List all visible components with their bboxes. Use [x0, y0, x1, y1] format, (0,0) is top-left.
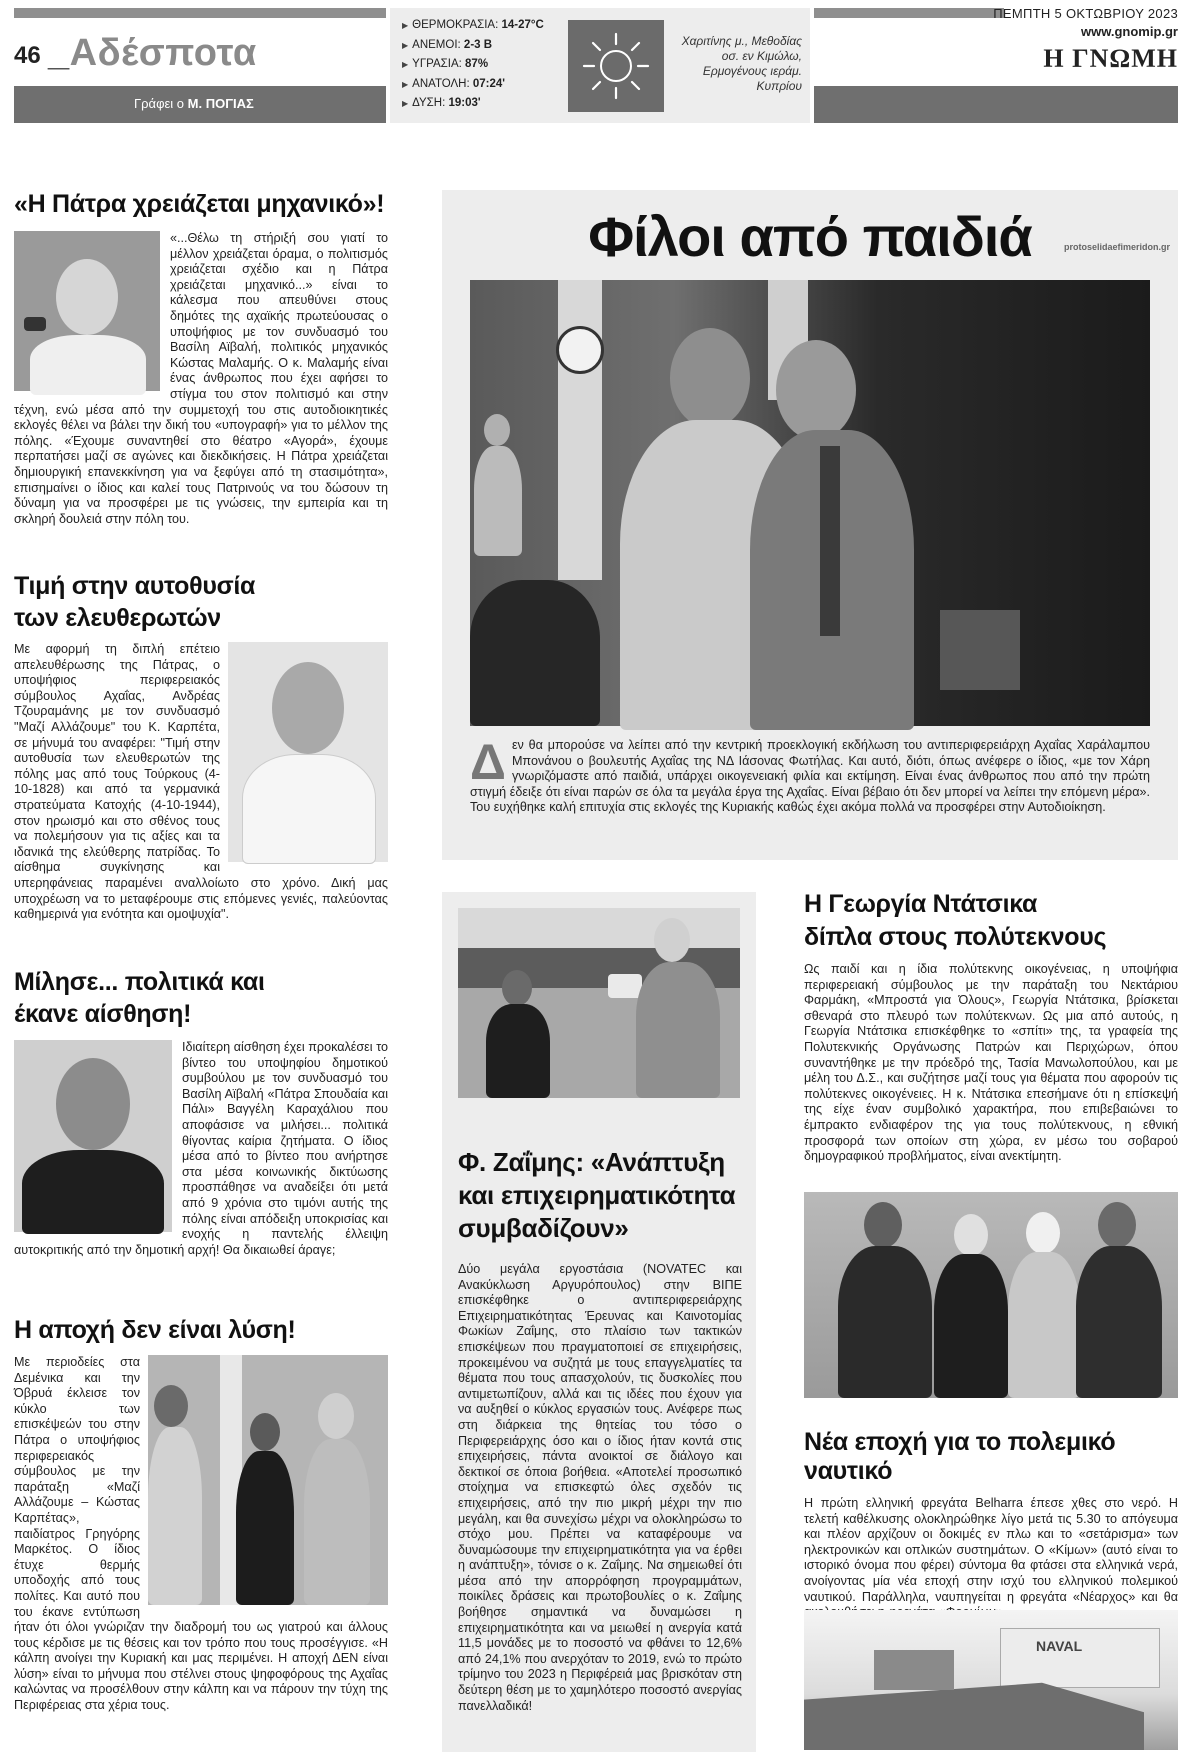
sun-icon [568, 20, 664, 112]
page-header [14, 8, 1178, 123]
person-body [934, 1254, 1008, 1398]
feature-photo [470, 280, 1150, 726]
article-spoke-politically [14, 966, 388, 1258]
weather-label: ΑΝΕΜΟΙ: [412, 38, 461, 51]
weather-value: 14-27°C [501, 19, 544, 31]
triangle-bullet-icon: ▶ [402, 40, 409, 50]
article-body: Με αφορμή τη διπλή επέτειο απελευθέρωσης της Πάτρας, ο υποψήφιος περιφερειακός σύμβουλος Αχαΐας, Ανδρέας Τζουραμάνης με τον συνδυασμό "Μαζί Αλλάζουμε" του Κ. Καρπέτα, σε μήνυμά του αναφέρει: "Τιμή στην αυτοθυσία των ελευθερωτών της πόλης μας από τους Τούρκους (4-10-1828) και από τα γερμανικά στρατεύματα Κατοχής (4-10-1944), στον ηρωισμό και στο σθένος τους να πολεμήσουν για τις αξίες και τα ιδανικά της ελεύθερης πατρίδας. Το αίσθημα συγκίνησης και υπερηφάνειας παραμένει αναλλοίωτο στο χρόνο. Δική μας υποχρέωση να το μεταφέρουμε στις επόμενες γενιές, παλεύοντας καθημερινά για ενότητα και ομοψυχία". [14, 642, 388, 922]
portrait-photo [14, 231, 160, 391]
article-headline [14, 966, 388, 1030]
person-body [474, 446, 522, 556]
article-zaimis [442, 892, 756, 1752]
section-title: _Αδέσποτα [48, 32, 257, 74]
person-head [484, 414, 510, 446]
person-head [56, 1058, 130, 1150]
section-title-text: Αδέσποτα [69, 32, 257, 74]
person-head [502, 970, 532, 1006]
group-photo [804, 1192, 1178, 1398]
headline-line: των ελευθερωτών [14, 604, 221, 632]
microphone-icon [24, 317, 46, 331]
person-body [636, 962, 720, 1098]
person-head [864, 1202, 902, 1248]
person-head [318, 1393, 354, 1439]
article-tribute [14, 570, 388, 923]
person-head [272, 662, 344, 754]
article-headline [804, 888, 1178, 954]
factory-visit-photo [458, 908, 740, 1098]
weather-icon-box [568, 20, 664, 112]
headline-line: έκανε αίσθηση! [14, 1000, 192, 1028]
weather-value: 19:03' [448, 97, 481, 109]
weather-item [402, 55, 544, 75]
page-number: 46 [14, 42, 41, 69]
article-body: Ως παιδί και η ίδια πολύτεκνης οικογένειας, η υποψήφια περιφερειακή σύμβουλος με την παράταξη του Νεκτάριου Φαρμάκη, «Μπροστά για Όλους», Γεωργία Ντάτσικα, βρίσκεται σθεναρά στο πλευρό των πολύτεκνων. Ως μια από αυτούς, η Γεωργία Ντάτσικα επισκέφθηκε το «σπίτι» της, τα γραφεία της Πολυτεκνικής Οργάνωσης Πατρών και Περιχώρων, όπου συναντήθηκε με την πρόεδρό της, Τασία Μανωλοπούλου, και με μέλη του Δ.Σ., και συζήτησε μαζί τους για θέματα που αφορούν τις πολύτεκνες οικογένειες. Η κ. Ντάτσικα επεσήμανε ότι η επίσκεψή της είχε έναν συμβολικό χαρακτήρα, που επιβεβαιώνει το έμπρακτο ενδιαφέρον της για τους πολύτεκνους, η εθνική προσφορά των οποίων στη χώρα, εν μέσω του σοβαρού δημογραφικού προβλήματος, είναι ανεκτίμητη. [804, 962, 1178, 1164]
person-body [30, 335, 146, 395]
seated-audience [470, 580, 600, 726]
article-headline: «Η Πάτρα χρειάζεται μηχανικό»! [14, 190, 385, 218]
weather-list [402, 16, 544, 114]
article-body: Ιδιαίτερη αίσθηση έχει προκαλέσει το βίντεο του υποψηφίου δημοτικού συμβούλου με τον συνδυασμό του Βασίλη Αϊβαλή «Πάτρα Σπουδαία και Πάλι» Βαγγέλη Καραχάλιου που αποφάσισε να μιλήσει... πολιτικά θίγοντας καίρια ζητήματα. Ο ίδιος μέσα από το βίντεο που ανήρτησε στα μέσα κοινωνικής δικτύωσης προσπάθησε να αναδείξει ότι μετά από 9 χρόνια στο τιμόνι αυτής της πόλης είναι απόδειξη υποκρισίας και ενοχής η παντελής έλλειψη αυτοκριτικής από την δημοτική αρχή! Θα δικαιωθεί άραγε; [14, 1040, 388, 1257]
wall-panel [940, 610, 1020, 690]
person-body [304, 1439, 370, 1605]
shipyard-building [1000, 1628, 1160, 1688]
section-banner [14, 8, 386, 123]
person-head [776, 340, 856, 440]
article-headline: Νέα εποχή για το πολεμικό ναυτικό [804, 1428, 1116, 1485]
person-head [954, 1214, 988, 1256]
weather-item [402, 16, 544, 36]
weather-item [402, 75, 544, 95]
car [608, 974, 642, 998]
editor-prefix: Γράφει ο [134, 96, 185, 111]
article-headline [14, 570, 388, 634]
group-photo [148, 1355, 388, 1605]
photo-credit: protoselidaefimeridon.gr [1063, 242, 1170, 252]
weather-item [402, 36, 544, 56]
drop-cap: Δ [470, 734, 506, 790]
article-body: «...Θέλω τη στήριξή σου γιατί το μέλλον χρειάζεται όραμα, ο πολιτισμός χρειάζεται σχέδιο και η Πάτρα χρειάζεται μηχανικό...» είναι το κάλεσμα που απευθύνει στους δημότες της αχαϊκής πρωτεύουσας ο υποψήφιος με τον συνδυασμό του Βασίλη Αϊβαλή, πολιτικός μηχανικός Κώστας Μαλαμής. Ο κ. Μαλαμής είναι ένας άνθρωπος που έχει αφήσει το στίγμα του στον πολιτισμό και στην τέχνη, ενώ μέσα από την συμμετοχή του στις αυτοδιοικητικές εκλογές θέλει να βάλει την δική του «υπογραφή» για το μέλλον της πόλης. «Έχουμε συναντηθεί στο θέατρο «Αγορά», έχουμε περπατήσει μαζί σε αγώνες και διεκδικήσεις. Η Πάτρα χρειάζεται δημιουργική επανεκκίνηση για να ξεφύγει από τη στασιμότητα», επισημαίνει ο ίδιος και καλεί τους Πατρινούς να του δώσουν τη δύναμη για να προσφέρει με τις γνώσεις, την εμπειρία και τη σκληρή δουλειά στην πόλη του. [14, 231, 388, 526]
feature-body [470, 734, 1150, 816]
person-head [250, 1413, 280, 1451]
person-body [148, 1427, 202, 1605]
weather-value: 87% [465, 58, 489, 70]
no-smoking-sign-icon [556, 326, 604, 374]
masthead-bottom-bar [814, 86, 1178, 123]
shipyard-sign: NAVAL [1036, 1638, 1083, 1654]
person-head [654, 918, 690, 962]
person-head [670, 328, 750, 428]
person-body [838, 1246, 932, 1398]
feature-body-text: εν θα μπορούσε να λείπει από την κεντρική προεκλογική εκδήλωση του αντιπεριφερειάρχη Αχαΐας Χαράλαμπου Μπονάνου ο βουλευτής Αχαΐας της ΝΔ Ιάσονας Φωτήλας. Και αυτό, διότι, όπως ανέφερε ο ίδιος, «με τον Χάρη γνωριζόμαστε από παιδιά, υπάρχει οικογενειακή φιλία και εκτίμηση. Είναι ένας άνθρωπος που από την πρώτη στιγμή έδειξε ότι είναι παρών σε όλα τα μεγάλα έργα της Αχαΐας. Είναι βέβαιο ότι δεν μπορεί να λείπει την επόμενη μέρα». Του ευχήθηκε καλή επιτυχία στις εκλογές της Κυριακής καθώς έχει ακόμα πολλά να προσφέρει στην Αυτοδιοίκηση. [470, 738, 1150, 815]
headline-line: δίπλα στους πολύτεκνους [804, 923, 1107, 951]
person-body [236, 1451, 294, 1605]
frigate-superstructure [874, 1650, 954, 1690]
person-body [22, 1150, 164, 1234]
person-head [1098, 1202, 1136, 1248]
article-body: Δύο μεγάλα εργοστάσια (NOVATEC και Ανακύκλωση Αργυρόπουλος) στην ΒΙΠΕ επισκέφθηκε ο αντιπεριφερειάρχης Επιχειρηματικότητας Έρευνας και Καινοτομίας Φωκίων Ζαΐμης, στο πλαίσιο των τακτικών επισκέψεων που πραγματοποιεί σε επιχειρήσεις, προκειμένου να συζητά με τους επαγγελματίες τα θέματα που τους απασχολούν, τις δυσκολίες που αντιμετωπίζουν, αλλά και τις ιδέες που έχουν για να αυξηθεί ο κύκλος εργασιών τους. Ανέφερε πως στη διάρκεια της θητείας του τόσο ο Περιφερειάρχης όσο και ο ίδιος ήταν κοντά στις επιχειρήσεις, πάντα ανοικτοί σε διάλογο και δεκτικοί σε όποια βοήθεια. «Αποτελεί προσωπικό στοίχημα να επισκεφτώ όλες σχεδόν τις επιχειρήσεις, από την πιο μικρή μέχρι την πιο μεγάλη, και θα συνεχίσω μέχρι να ολοκληρώσω το στόχο μου. Πρέπει να καταφέρουμε να δυναμώσουμε την επιχειρηματικότητα για να έρθει η ανάπτυξη», τόνισε ο κ. Ζαΐμης. Να σημειωθεί ότι μέσα από την απορρόφηση προγραμμάτων, ποικίλες δράσεις και πρωτοβουλίες ο κ. Ζαΐμης βοήθησε σημαντικά να δυναμώσει η επιχειρηματικότητα και να μειωθεί η ανεργία κατά 11,5 μονάδες με το ποσοστό να φθάνει το 12,6% από 24,1% που ανερχόταν το 2019, ενώ το πρώτο τρίμηνο του 2023 η Περιφέρειά μας βρισκόταν στη δεύτερη θέση με το χαμηλότερο ποσοστό ανεργίας πανελλαδικά! [458, 1262, 742, 1713]
triangle-bullet-icon: ▶ [402, 60, 409, 69]
triangle-bullet-icon: ▶ [402, 21, 409, 30]
article-headline: Φ. Ζαΐμης: «Ανάπτυξη και επιχειρηματικότητα συμβαδίζουν» [458, 1147, 736, 1243]
article-navy [804, 1428, 1178, 1654]
saints-of-day: Χαριτίνης μ., Μεθοδίας οσ. εν Κιμώλω, Ερμογένους ιεράμ. Κυπρίου [681, 34, 802, 93]
frigate-photo [804, 1610, 1178, 1750]
weather-value: 2-3 B [463, 38, 493, 51]
article-headline: Η αποχή δεν είναι λύση! [14, 1316, 296, 1344]
headline-line: Μίλησε... πολιτικά και [14, 968, 265, 996]
person-head [56, 259, 118, 335]
issue-date: ΠΕΜΠΤΗ 5 ΟΚΤΩΒΡΙΟΥ 2023 [993, 6, 1178, 21]
portrait-photo [14, 1040, 172, 1232]
article-body: Με περιοδείες στα Δεμένικα και την Όβρυά έκλεισε τον κύκλο των επισκέψεών του στην Πάτρα ο υποψήφιος περιφερειακός σύμβουλος με την παράταξη «Μαζί Αλλάζουμε – Κώστας Καρπέτας», παιδίατρος Γρηγόρης Μαρκέτος. Ο ίδιος έτυχε θερμής υποδοχής από τους πολίτες. Και αυτό που του έκανε εντύπωση ήταν ότι όλοι γνώριζαν την διαδρομή του ως γιατρού και άλλους τους κέρδισε με τις θέσεις και τον τρόπο που τους προσέγγισε. «Η κάλπη ανοίγει την Κυριακή και μας περιμένει. Η αποχή ΔΕΝ είναι λύση» είναι το μήνυμα που στέλνει στους ψηφοφόρους της Αχαΐας καλώντας να προσέλθουν στην κάλπη και να πάρουν την τύχη της Περιφέρειας στα χέρια τους. [14, 1355, 388, 1713]
weather-label: ΑΝΑΤΟΛΗ: [412, 77, 470, 90]
site-url[interactable]: www.gnomip.gr [1080, 24, 1178, 39]
headline-line: Η Γεωργία Ντάτσικα [804, 890, 1038, 918]
masthead [814, 8, 1178, 123]
person-body [486, 1004, 550, 1098]
weather-box [390, 8, 810, 123]
masthead-top-bar [814, 8, 1004, 18]
article-body: Η πρώτη ελληνική φρεγάτα Belharra έπεσε χθες στο νερό. Η τελετή καθέλκυσης ολοκληρώθηκε λίγο μετά τις 5.30 το απόγευμα και πλέον αρχίζουν οι δοκιμές εν πλω και το «σετάρισμα» των ηλεκτρονικών και οπλικών συστημάτων. Ο «Κίμων» (αυτό είναι το ιστορικό όνομα που φέρει) σύντομα θα φτάσει στα ελληνικά νερά, ανοίγοντας μία νέα εποχή στην ισχύ του ελληνικού πολεμικού ναυτικού. Παράλληλα, ναυπηγείται η φρεγάτα «Νέαρχος» και θα [804, 1496, 1178, 1604]
editor-credit [134, 96, 254, 111]
weather-label: ΥΓΡΑΣΙΑ: [412, 58, 462, 70]
weather-label: ΘΕΡΜΟΚΡΑΣΙΑ: [412, 19, 499, 31]
weather-item [402, 94, 544, 114]
weather-value: 07:24' [472, 77, 506, 90]
newspaper-logo: Η ΓΝΩΜΗ [1043, 44, 1178, 73]
weather-label: ΔΥΣΗ: [412, 97, 446, 109]
banner-top-bar [14, 8, 386, 18]
article-abstention [14, 1316, 388, 1714]
article-ntatsika [804, 888, 1178, 1165]
portrait-photo [228, 642, 388, 862]
tie [820, 446, 840, 636]
person-head [1026, 1212, 1060, 1254]
editor-name: Μ. ΠΟΓΙΑΣ [187, 96, 254, 111]
person-body [242, 754, 376, 864]
person-body [1008, 1252, 1080, 1398]
person-head [154, 1385, 188, 1427]
feature-friends-since-childhood [442, 190, 1178, 860]
person-body [1076, 1246, 1162, 1398]
white-column [558, 280, 602, 580]
feature-headline: Φίλοι από παιδιά [588, 205, 1032, 268]
headline-line: Τιμή στην αυτοθυσία [14, 572, 256, 600]
triangle-bullet-icon: ▶ [402, 79, 409, 89]
triangle-bullet-icon: ▶ [402, 99, 409, 108]
article-patra-engineer [14, 190, 388, 527]
